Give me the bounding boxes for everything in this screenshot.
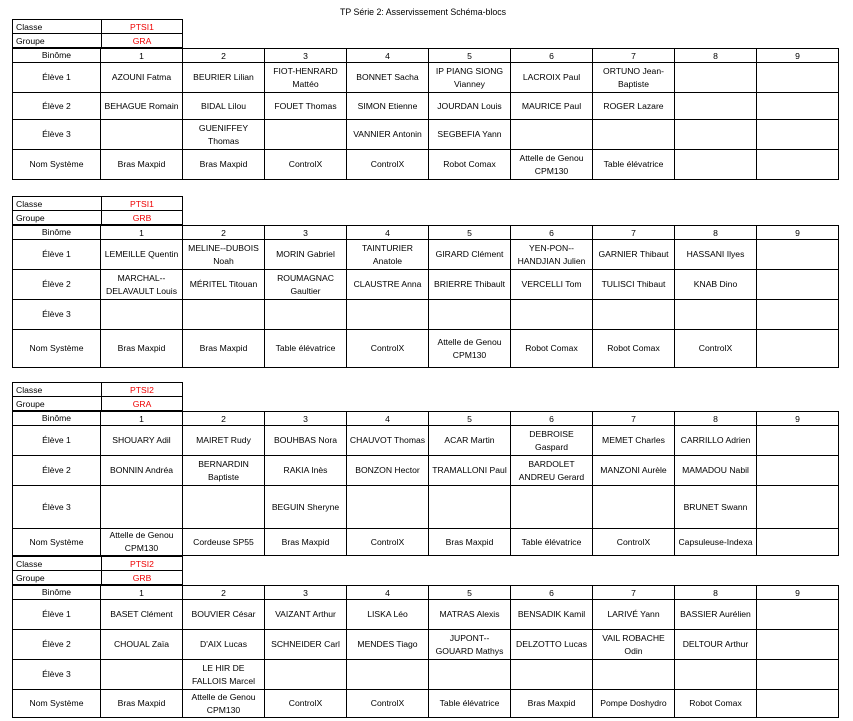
assignment-table	[12, 411, 839, 556]
binome-row	[13, 226, 839, 240]
student-name-cell: GARNIER Thibaut	[593, 240, 675, 270]
student-name-cell	[757, 456, 839, 486]
system-name-cell: Robot Comax	[511, 330, 593, 368]
system-name-cell: Bras Maxpid	[265, 529, 347, 556]
student-name-cell: CLAUSTRE Anna	[347, 270, 429, 300]
row-label-eleve3: Élève 3	[13, 120, 101, 150]
system-name-cell: ControlX	[265, 690, 347, 718]
group-section	[12, 19, 839, 180]
binome-row	[13, 49, 839, 63]
student-name-cell: BRIERRE Thibault	[429, 270, 511, 300]
binome-number: 8	[675, 49, 757, 63]
eleve2-row	[13, 93, 839, 120]
student-name-cell: JOURDAN Louis	[429, 93, 511, 120]
student-name-cell: IP PIANG SIONG Vianney	[429, 63, 511, 93]
student-name-cell	[757, 93, 839, 120]
groupe-label: Groupe	[13, 34, 102, 48]
groupe-value: GRB	[102, 211, 183, 225]
row-label-systeme: Nom Système	[13, 330, 101, 368]
student-name-cell: SCHNEIDER Carl	[265, 630, 347, 660]
student-name-cell: BASSIER Aurélien	[675, 600, 757, 630]
binome-number: 3	[265, 412, 347, 426]
student-name-cell	[183, 300, 265, 330]
classe-label: Classe	[13, 197, 102, 211]
group-meta-table	[12, 19, 183, 48]
student-name-cell	[429, 300, 511, 330]
binome-number: 4	[347, 49, 429, 63]
student-name-cell	[675, 300, 757, 330]
student-name-cell: MORIN Gabriel	[265, 240, 347, 270]
student-name-cell: MAURICE Paul	[511, 93, 593, 120]
binome-number: 1	[101, 49, 183, 63]
student-name-cell	[511, 660, 593, 690]
system-name-cell: Table élévatrice	[511, 529, 593, 556]
system-name-cell: Bras Maxpid	[101, 330, 183, 368]
system-name-cell: Capsuleuse-Indexa	[675, 529, 757, 556]
binome-number: 1	[101, 412, 183, 426]
student-name-cell	[757, 240, 839, 270]
classe-value: PTSI1	[102, 20, 183, 34]
classe-value: PTSI1	[102, 197, 183, 211]
student-name-cell: TULISCI Thibaut	[593, 270, 675, 300]
binome-number: 5	[429, 226, 511, 240]
student-name-cell: BONNIN Andréa	[101, 456, 183, 486]
student-name-cell: MATRAS Alexis	[429, 600, 511, 630]
student-name-cell	[101, 486, 183, 529]
student-name-cell	[429, 486, 511, 529]
system-name-cell: Table élévatrice	[429, 690, 511, 718]
groupe-value: GRB	[102, 571, 183, 585]
student-name-cell: MAMADOU Nabil	[675, 456, 757, 486]
student-name-cell: RAKIA Inès	[265, 456, 347, 486]
system-name-cell: ControlX	[593, 529, 675, 556]
student-name-cell	[757, 300, 839, 330]
student-name-cell	[511, 120, 593, 150]
binome-number: 9	[757, 226, 839, 240]
student-name-cell: LACROIX Paul	[511, 63, 593, 93]
binome-number: 3	[265, 49, 347, 63]
binome-number: 7	[593, 412, 675, 426]
row-label-eleve1: Élève 1	[13, 63, 101, 93]
binome-number: 9	[757, 412, 839, 426]
binome-number: 8	[675, 586, 757, 600]
eleve1-row	[13, 63, 839, 93]
groupe-value: GRA	[102, 34, 183, 48]
student-name-cell: BOUHBAS Nora	[265, 426, 347, 456]
student-name-cell: TAINTURIER Anatole	[347, 240, 429, 270]
student-name-cell	[757, 600, 839, 630]
system-name-cell: Attelle de Genou CPM130	[429, 330, 511, 368]
row-label-binome: Binôme	[13, 586, 101, 600]
row-label-eleve1: Élève 1	[13, 426, 101, 456]
student-name-cell: BONZON Hector	[347, 456, 429, 486]
student-name-cell	[265, 300, 347, 330]
system-name-cell	[675, 150, 757, 180]
student-name-cell	[101, 300, 183, 330]
binome-row	[13, 586, 839, 600]
student-name-cell	[757, 630, 839, 660]
classe-value: PTSI2	[102, 557, 183, 571]
group-meta-table	[12, 196, 183, 225]
student-name-cell: DELZOTTO Lucas	[511, 630, 593, 660]
student-name-cell	[593, 120, 675, 150]
student-name-cell	[101, 660, 183, 690]
student-name-cell: LE HIR DE FALLOIS Marcel	[183, 660, 265, 690]
systeme-row	[13, 150, 839, 180]
student-name-cell: FIOT-HENRARD Mattéo	[265, 63, 347, 93]
group-meta-table	[12, 556, 183, 585]
student-name-cell: GIRARD Clément	[429, 240, 511, 270]
student-name-cell: BEURIER Lilian	[183, 63, 265, 93]
student-name-cell: BARDOLET ANDREU Gerard	[511, 456, 593, 486]
binome-number: 9	[757, 586, 839, 600]
classe-label: Classe	[13, 557, 102, 571]
student-name-cell	[265, 120, 347, 150]
system-name-cell: ControlX	[265, 150, 347, 180]
row-label-eleve2: Élève 2	[13, 630, 101, 660]
student-name-cell: MÉRITEL Titouan	[183, 270, 265, 300]
binome-number: 5	[429, 412, 511, 426]
system-name-cell: Bras Maxpid	[183, 150, 265, 180]
student-name-cell: MAIRET Rudy	[183, 426, 265, 456]
student-name-cell: D'AIX Lucas	[183, 630, 265, 660]
student-name-cell: FOUET Thomas	[265, 93, 347, 120]
system-name-cell	[757, 529, 839, 556]
system-name-cell: ControlX	[675, 330, 757, 368]
student-name-cell: CHAUVOT Thomas	[347, 426, 429, 456]
binome-number: 6	[511, 49, 593, 63]
binome-number: 5	[429, 586, 511, 600]
student-name-cell	[511, 300, 593, 330]
binome-number: 1	[101, 226, 183, 240]
binome-number: 3	[265, 586, 347, 600]
groupe-label: Groupe	[13, 211, 102, 225]
classe-label: Classe	[13, 383, 102, 397]
student-name-cell	[757, 486, 839, 529]
eleve2-row	[13, 630, 839, 660]
group-section	[12, 382, 839, 556]
eleve3-row	[13, 120, 839, 150]
binome-row	[13, 412, 839, 426]
system-name-cell: Bras Maxpid	[511, 690, 593, 718]
system-name-cell: ControlX	[347, 330, 429, 368]
system-name-cell	[757, 690, 839, 718]
student-name-cell: SEGBEFIA Yann	[429, 120, 511, 150]
system-name-cell: Table élévatrice	[593, 150, 675, 180]
student-name-cell: GUENIFFEY Thomas	[183, 120, 265, 150]
student-name-cell	[675, 93, 757, 120]
student-name-cell	[265, 660, 347, 690]
system-name-cell: ControlX	[347, 690, 429, 718]
page-title: TP Série 2: Asservissement Schéma-blocs	[340, 7, 507, 17]
system-name-cell: Bras Maxpid	[101, 150, 183, 180]
classe-value: PTSI2	[102, 383, 183, 397]
binome-number: 1	[101, 586, 183, 600]
student-name-cell: CARRILLO Adrien	[675, 426, 757, 456]
student-name-cell: MELINE--DUBOIS Noah	[183, 240, 265, 270]
student-name-cell	[593, 660, 675, 690]
student-name-cell: BEHAGUE Romain	[101, 93, 183, 120]
system-name-cell: Pompe Doshydro	[593, 690, 675, 718]
groupe-label: Groupe	[13, 397, 102, 411]
system-name-cell: Table élévatrice	[265, 330, 347, 368]
system-name-cell: Attelle de Genou CPM130	[183, 690, 265, 718]
student-name-cell	[757, 270, 839, 300]
row-label-eleve2: Élève 2	[13, 270, 101, 300]
systeme-row	[13, 690, 839, 718]
student-name-cell: BRUNET Swann	[675, 486, 757, 529]
student-name-cell	[101, 120, 183, 150]
system-name-cell: Bras Maxpid	[429, 529, 511, 556]
student-name-cell: BEGUIN Sheryne	[265, 486, 347, 529]
eleve2-row	[13, 456, 839, 486]
systeme-row	[13, 529, 839, 556]
groupe-label: Groupe	[13, 571, 102, 585]
student-name-cell: LISKA Léo	[347, 600, 429, 630]
student-name-cell	[593, 486, 675, 529]
row-label-eleve3: Élève 3	[13, 486, 101, 529]
student-name-cell: MENDES Tiago	[347, 630, 429, 660]
binome-number: 8	[675, 412, 757, 426]
row-label-eleve2: Élève 2	[13, 93, 101, 120]
student-name-cell	[757, 660, 839, 690]
system-name-cell: Cordeuse SP55	[183, 529, 265, 556]
eleve1-row	[13, 426, 839, 456]
binome-number: 6	[511, 412, 593, 426]
system-name-cell	[757, 150, 839, 180]
student-name-cell: MEMET Charles	[593, 426, 675, 456]
system-name-cell: Robot Comax	[593, 330, 675, 368]
row-label-binome: Binôme	[13, 226, 101, 240]
student-name-cell: LARIVÉ Yann	[593, 600, 675, 630]
student-name-cell	[757, 426, 839, 456]
eleve2-row	[13, 270, 839, 300]
system-name-cell: Robot Comax	[429, 150, 511, 180]
row-label-systeme: Nom Système	[13, 529, 101, 556]
system-name-cell: Robot Comax	[675, 690, 757, 718]
row-label-eleve3: Élève 3	[13, 660, 101, 690]
student-name-cell: BIDAL Lilou	[183, 93, 265, 120]
system-name-cell: Bras Maxpid	[183, 330, 265, 368]
binome-number: 2	[183, 49, 265, 63]
group-section	[12, 196, 839, 368]
student-name-cell	[757, 120, 839, 150]
student-name-cell	[347, 486, 429, 529]
student-name-cell	[347, 300, 429, 330]
student-name-cell: LEMEILLE Quentin	[101, 240, 183, 270]
student-name-cell: BENSADIK Kamil	[511, 600, 593, 630]
binome-number: 6	[511, 226, 593, 240]
binome-number: 8	[675, 226, 757, 240]
student-name-cell: VANNIER Antonin	[347, 120, 429, 150]
student-name-cell: SHOUARY Adil	[101, 426, 183, 456]
student-name-cell: ROGER Lazare	[593, 93, 675, 120]
student-name-cell: BOUVIER César	[183, 600, 265, 630]
student-name-cell: CHOUAL Zaïa	[101, 630, 183, 660]
binome-number: 4	[347, 586, 429, 600]
row-label-eleve1: Élève 1	[13, 600, 101, 630]
student-name-cell: AZOUNI Fatma	[101, 63, 183, 93]
eleve1-row	[13, 600, 839, 630]
student-name-cell	[183, 486, 265, 529]
eleve3-row	[13, 486, 839, 529]
student-name-cell: VERCELLI Tom	[511, 270, 593, 300]
row-label-eleve1: Élève 1	[13, 240, 101, 270]
student-name-cell: VAIL ROBACHE Odin	[593, 630, 675, 660]
systeme-row	[13, 330, 839, 368]
system-name-cell: Attelle de Genou CPM130	[511, 150, 593, 180]
row-label-binome: Binôme	[13, 412, 101, 426]
binome-number: 5	[429, 49, 511, 63]
system-name-cell: ControlX	[347, 529, 429, 556]
assignment-table	[12, 585, 839, 718]
eleve3-row	[13, 660, 839, 690]
student-name-cell: MARCHAL--DELAVAULT Louis	[101, 270, 183, 300]
binome-number: 9	[757, 49, 839, 63]
binome-number: 7	[593, 586, 675, 600]
student-name-cell	[511, 486, 593, 529]
binome-number: 4	[347, 412, 429, 426]
student-name-cell: BASET Clément	[101, 600, 183, 630]
student-name-cell: YEN-PON--HANDJIAN Julien	[511, 240, 593, 270]
student-name-cell: TRAMALLONI Paul	[429, 456, 511, 486]
binome-number: 7	[593, 226, 675, 240]
binome-number: 6	[511, 586, 593, 600]
student-name-cell: DELTOUR Arthur	[675, 630, 757, 660]
binome-number: 2	[183, 586, 265, 600]
group-section	[12, 556, 839, 718]
student-name-cell	[675, 63, 757, 93]
student-name-cell: BONNET Sacha	[347, 63, 429, 93]
student-name-cell	[757, 63, 839, 93]
student-name-cell	[347, 660, 429, 690]
groupe-value: GRA	[102, 397, 183, 411]
binome-number: 7	[593, 49, 675, 63]
student-name-cell: ACAR Martin	[429, 426, 511, 456]
student-name-cell	[593, 300, 675, 330]
student-name-cell: DEBROISE Gaspard	[511, 426, 593, 456]
student-name-cell: ORTUNO Jean-Baptiste	[593, 63, 675, 93]
system-name-cell: Bras Maxpid	[101, 690, 183, 718]
student-name-cell: SIMON Etienne	[347, 93, 429, 120]
student-name-cell: VAIZANT Arthur	[265, 600, 347, 630]
assignment-table	[12, 48, 839, 180]
row-label-eleve2: Élève 2	[13, 456, 101, 486]
binome-number: 2	[183, 226, 265, 240]
row-label-binome: Binôme	[13, 49, 101, 63]
student-name-cell	[675, 120, 757, 150]
group-meta-table	[12, 382, 183, 411]
eleve1-row	[13, 240, 839, 270]
binome-number: 2	[183, 412, 265, 426]
eleve3-row	[13, 300, 839, 330]
row-label-systeme: Nom Système	[13, 150, 101, 180]
row-label-eleve3: Élève 3	[13, 300, 101, 330]
student-name-cell	[675, 660, 757, 690]
student-name-cell: BERNARDIN Baptiste	[183, 456, 265, 486]
student-name-cell: JUPONT--GOUARD Mathys	[429, 630, 511, 660]
system-name-cell	[757, 330, 839, 368]
classe-label: Classe	[13, 20, 102, 34]
student-name-cell: ROUMAGNAC Gaultier	[265, 270, 347, 300]
binome-number: 3	[265, 226, 347, 240]
student-name-cell: KNAB Dino	[675, 270, 757, 300]
student-name-cell: HASSANI Ilyes	[675, 240, 757, 270]
assignment-table	[12, 225, 839, 368]
binome-number: 4	[347, 226, 429, 240]
system-name-cell: ControlX	[347, 150, 429, 180]
student-name-cell	[429, 660, 511, 690]
system-name-cell: Attelle de Genou CPM130	[101, 529, 183, 556]
row-label-systeme: Nom Système	[13, 690, 101, 718]
student-name-cell: MANZONI Aurèle	[593, 456, 675, 486]
